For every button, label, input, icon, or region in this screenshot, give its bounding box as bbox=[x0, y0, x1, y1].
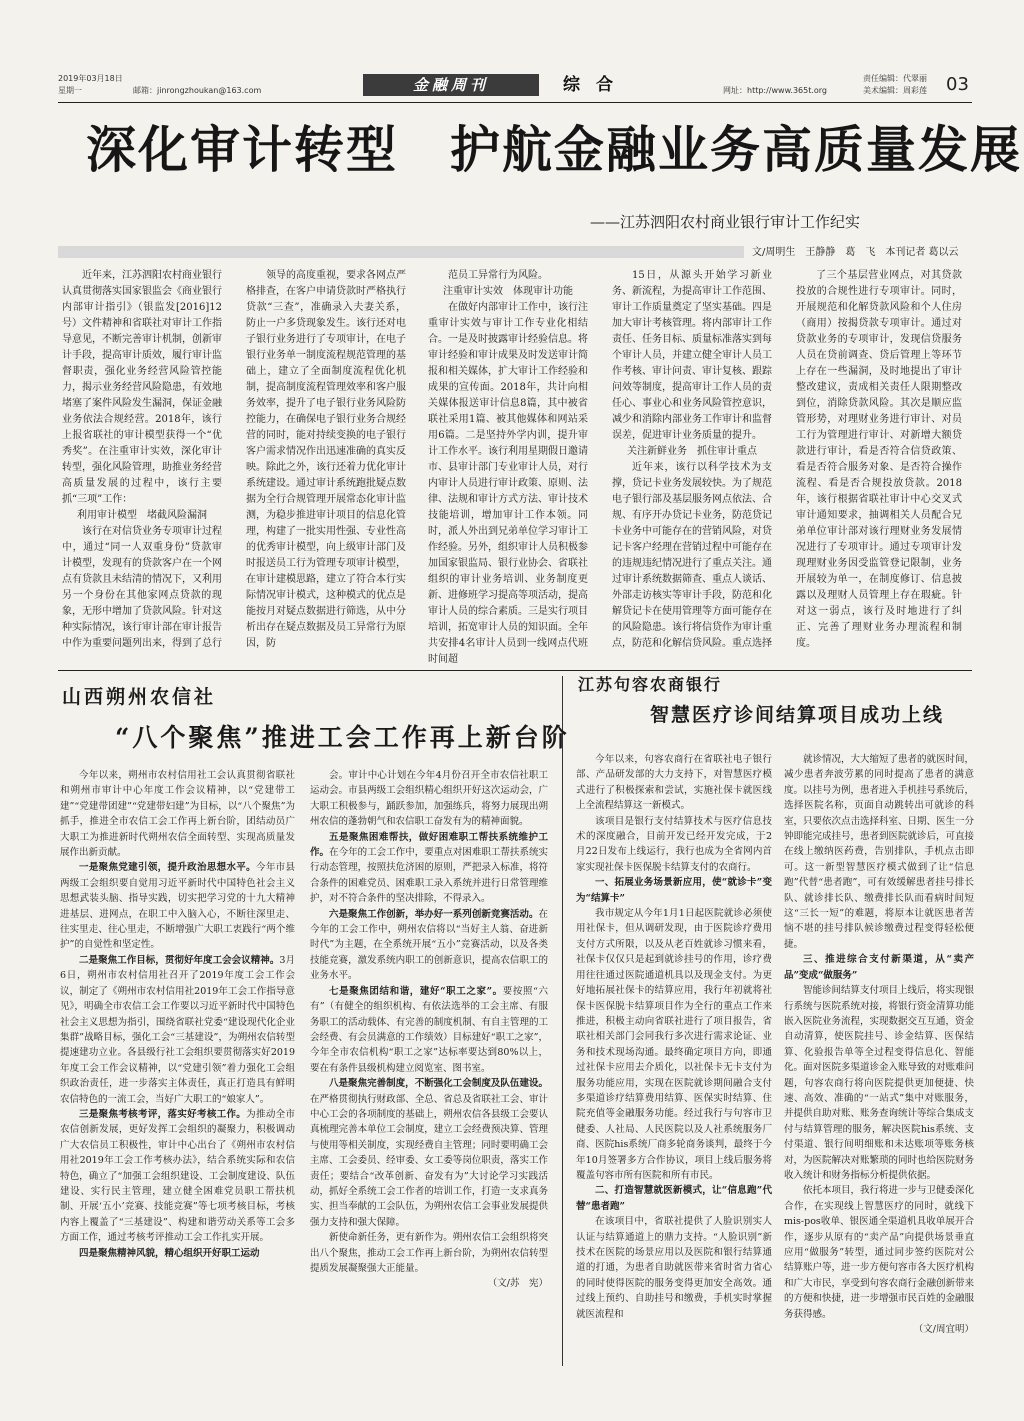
lead-in: 四是聚焦精神风貌，精心组织开好职工运动 bbox=[79, 1247, 260, 1259]
paragraph: 该项目是银行支付结算技术与医疗信息技术的深度融合，目前开发已经开发完成，于2月22日发布上线运行，我行也成为全省网内首家实现社保卡医保脱卡结算支付的农商行。 bbox=[576, 815, 772, 873]
paragraph: 该行在对信贷业务专项审计过程中，通过“同一人双重身份”贷款审计模型，发现有的贷款客户在一个网点有贷款且未结清的情况下，又利用另一个身份在其他家网点贷款的现象，无形中增加了贷款风险。针对这种实际情况，该行审计部在审计报告中作为重要问题列出来，得到了总行 bbox=[62, 526, 222, 649]
lead-in: 一是聚焦党建引领，提升政治思想水平。 bbox=[79, 862, 256, 874]
page-number: 03 bbox=[946, 74, 969, 95]
main-column bbox=[612, 268, 772, 664]
paragraph: 一是聚焦党建引领，提升政治思想水平。今年市县两级工会组织要自觉用习近平新时代中国特色社会主义思想武装头脑、指导实践，切实把学习党的十九大精神进基层、进网点，在职工中入脑入心，不断往深里走、往实里走、往心里走，不断增强广大职工衷践行“两个维护”的自觉性和坚定性。 bbox=[60, 862, 295, 951]
right-kicker: 江苏句容农商银行 bbox=[578, 675, 723, 694]
right-column bbox=[784, 752, 974, 1366]
left-headline: “八个聚焦”推进工会工作再上新台阶 bbox=[115, 723, 570, 752]
paragraph: 在做好内部审计工作中，该行注重审计实效与审计工作专业化相结合。一是及时披露审计经验信息。将审计经验和审计成果及时发送审计简报和相关媒体，扩大审计工作经验和成果的宣传面。2018年，共计向相关媒体报送审计信息8篇，其中被省联社采用1篇、被其他媒体和网站采用6篇。二是坚持外学内训，提升审计工作水平。该行利用星期假日邀请市、县审计部门专业审计人员，对行内审计人员进行审计政策、原则、法律、法规和审计方式方法、审计技术技能培训，增加审计工作本领。同时，派人外出到兄弟单位学习审计工作经验。另外，组织审计人员积极参加国家银监局、银行业协会、省联社组织的审计业务培训、业务制度更新、进修班学习提高等项活动，提高审计人员的综合素质。三是实行项目培训，拓宽审计人员的知识面。全年共安排4名审计人员到一线网点代班时间超 bbox=[428, 302, 588, 664]
lead-in: 六是聚焦工作创新，举办好一系列创新竞赛活动。 bbox=[329, 908, 539, 920]
lead-in: 五是聚焦困难帮扶，做好困难职工帮扶系统维护工作。 bbox=[310, 831, 548, 859]
paragraph: 就诊情况，大大缩短了患者的就医时间，减少患者奔波劳累的同时提高了患者的满意度。以挂号为例，患者进入手机挂号系统后，选择医院名称，页面自动跳转出可就诊的科室，只要依次点击选择科室、日期、医生一分钟即能完成挂号，患者到医院就诊后，可直接在线上缴纳医药费，告别排队，手机点击即可。这一新型智慧医疗模式做到了让“信息跑”代替“患者跑”，可有效缓解患者挂号排长队、就诊排长队、缴费排长队而看病时间短这“三长一短”的难题，将原本让就医患者苦恼不堪的挂号排队候诊缴费过程变得轻松便捷。 bbox=[784, 754, 974, 950]
column-divider bbox=[562, 676, 563, 1366]
masthead-logo: 金融周刊 bbox=[363, 74, 539, 96]
main-column bbox=[428, 268, 588, 664]
main-column bbox=[796, 268, 962, 664]
main-column bbox=[62, 268, 222, 664]
issue-date: 2019年03月18日 bbox=[58, 74, 123, 83]
paragraph: 了三个基层营业网点，对其贷款投放的合规性进行专项审计。同时，开展规范和化解贷款风险和个人住房（商用）按揭贷款专项审计。通过对贷款业务的专项审计，发现信贷服务人员在贷前调查、贷后管理上等环节上存在一些漏洞，及时地提出了审计整改建议，责成相关责任人限期整改到位，消除贷款风险。其次是顺应监管形势，对理财业务进行审计、对员工行为管理进行审计、对新增大额贷款进行审计，看是否符合信贷政策、看是否符合服务对象、是否符合操作流程、看是否合规投放贷款。2018年，该行根据省联社审计中心交叉式审计通知要求，抽调相关人员配合兄弟单位审计部对该行理财业务发展情况进行了专项审计。通过专项审计发现理财业务因受监管登记限制，业务开展较为单一，在制度修订、信息披露以及理财人员管理上存在瑕疵。针对这一弱点，该行及时地进行了纠正、完善了理财业务办理流程和制度。 bbox=[796, 270, 962, 649]
contact-email: 邮箱：jinrongzhoukan@163.com bbox=[133, 86, 262, 95]
lead-in: 二是聚焦工作目标，贯彻好年度工会会议精神。 bbox=[79, 954, 280, 966]
paragraph: （文/周宜明） bbox=[913, 1324, 974, 1336]
section-heading: 二、打造智慧就医新模式，让“信息跑”代替“患者跑” bbox=[576, 1185, 772, 1212]
paragraph: 范员工异常行为风险。 bbox=[448, 270, 548, 281]
paragraph: 我市规定从今年1月1日起医院就诊必须使用社保卡，但从调研发现，由于医院诊疗费用支付方式所限，以及从老百姓就诊习惯来看，社保卡仅仅只是起到就诊挂号的作用，诊疗费用往往通过医院通道机具以及现金支付。为更好地拓展社保卡的结算应用，我行年初就将社保卡医保脱卡结算项目作为全行的重点工作来推进，积极主动向省联社进行了项目报告，省联社相关部门会同我行多次进行需求论证、业务和技术现场沟通。最终确定项目方向，即通过社保卡应用去介质化，以社保卡无卡支付为服务功能应用，实现在医院就诊期间融合支付多渠道诊疗结算费用结算、医保实时结算、住院充值等金融服务功能。经过我行与句容市卫健委、人社局、人民医院以及人社系统服务厂商、医院his系统厂商多轮商务谈判，最终于今年10月签署多方合作协议，项目上线后服务将覆盖句容市所有医院和所有市民。 bbox=[576, 908, 772, 1181]
subheading: 利用审计模型 堵截风险漏洞 bbox=[77, 510, 207, 521]
paragraph: 今年以来，朔州市农村信用社工会认真贯彻省联社和朔州市审计中心年度工作会议精神，以“党建带工建”“党建带团建”“党建带妇建”为目标，以“八个聚焦”为抓手，推进全市农信工会工作再上新台阶，团结动员广大职工为推进新时代朔州农信全面转型、实现高质量发展作出新贡献。 bbox=[60, 770, 295, 859]
paragraph: 依托本项目，我行将进一步与卫健委深化合作，在实现线上智慧医疗的同时，就线下mis-pos收单、银医通全渠道机具收单展开合作，逐步从原有的“卖产品”向提供场景垂直应用“做服务”转型，通过同步签约医院对公结算账户等，进一步方便句容市各大医疗机构和广大市民，享受到句容农商行金融创新带来的方便和快捷，进一步增强市民百姓的金融服务获得感。 bbox=[784, 1185, 974, 1320]
paragraph: 领导的高度重视，要求各网点严格排查，在客户申请贷款时严格执行贷款“三查”，准确录入夫妻关系，防止一户多贷现象发生。该行还对电子银行业务进行了专项审计，在电子银行业务单一制度流程规范管理的基础上，建立了全面制度流程优化机制，提高制度流程管理效率和客户服务效率，提升了电子银行业务风险防控能力，在确保电子银行业务合规经营的同时，能对持续变换的电子银行客户需求情况作出迅速准确的真实反映。除此之外，该行还着力优化审计系统建设。通过审计系统跑批疑点数据为全行合规管理开展常态化审计监测，为稳步推进审计项目的信息化管理，构建了一批实用性强、专业性高的优秀审计模型，向上级审计部门及时报送员工行为管理专项审计模型，在审计建模思路，建立了符合本行实际情况审计模式，这种模式的优点是能按月对疑点数据进行筛选，从中分析出存在疑点数据及员工异常行为原因，防 bbox=[246, 270, 406, 649]
lead-in: 八是聚焦完善制度，不断强化工会制度及队伍建设。 bbox=[329, 1078, 548, 1090]
lead-in: 七是聚焦团结和谐，建好“职工之家”。 bbox=[329, 985, 503, 997]
right-column bbox=[576, 752, 772, 1366]
paragraph: （文/苏 宪） bbox=[487, 1278, 548, 1290]
website-url: 网址：http://www.365t.org bbox=[723, 86, 828, 95]
main-column bbox=[246, 268, 406, 664]
left-column bbox=[310, 768, 548, 1366]
section-heading: 三、推进综合支付新渠道，从“卖产品”变成“做服务” bbox=[784, 954, 974, 981]
editor-credit: 责任编辑：代翠丽 bbox=[863, 74, 927, 83]
section-name: 综合 bbox=[563, 75, 629, 95]
page-header bbox=[58, 74, 972, 100]
paragraph: 三是聚焦考核考评，落实好考核工作。为推动全市农信创新发展，更好发挥工会组织的凝聚力，积极调动广大农信员工积极性，审计中心出台了《朔州市农村信用社2019年工会工作考核办法》，结合系统实际和农信特色，确立了“加强工会组织建设、工会制度建设、队伍建设、实行民主管理，建立健全困难党员职工帮扶机制、开展‘五小’竞赛、技能竞赛”等七项考核目标，考核内容上覆盖了“三基建设”、构建和谐劳动关系等工会多方面工作，通过考核考评推动工会工作扎实开展。 bbox=[60, 1108, 295, 1244]
paragraph: 智能诊间结算支付项目上线后，将实现银行系统与医院系统对接，将银行资金清算功能嵌入医院业务流程，实现数据交互互通，资金自动清算，使医院挂号、诊金结算、医保结算、化验报告单等全过程变得信息化、智能化。面对医院多渠道诊金入账导致的对账难问题，句容农商行将向医院提供更加便捷、快速、高效、准确的“一站式”集中对账服务，并提供自助对账、账务查询统计等综合集成支付与结算管理的服务，解决医院his系统、支付渠道、银行间明细账和未达账项等账务核对，为医院解决对账繁琐的同时也给医院财务收入统计和财务指标分析提供依据。 bbox=[784, 985, 974, 1181]
paragraph: 会。审计中心计划在今年4月份召开全市农信社职工运动会。市县两级工会组织精心组织开好这次运动会，广大职工积极参与，踊跃参加，加强练兵，将努力展现出朔州农信的蓬勃朝气和农信职工奋发有为的精神面貌。 bbox=[310, 770, 548, 828]
byline-bar bbox=[58, 246, 744, 258]
section-heading: 一、拓展业务场景新应用，使“就诊卡”变为“结算卡” bbox=[576, 877, 772, 904]
section-divider bbox=[58, 670, 972, 671]
paragraph: 八是聚焦完善制度，不断强化工会制度及队伍建设。在严格贯彻执行财政部、全总、省总及省联社工会、审计中心工会的各项制度的基础上，朔州农信各县级工会要认真梳理完善本单位工会制度，建立工会经费预决算、管理与使用等相关制度，实现经费自主管理；同时要明确工会主席、工会委员、经审委、女工委等岗位职责，落实工作责任；要结合“改革创新、奋发有为”大讨论学习实践活动，抓好全系统工会工作者的培训工作，打造一支求真务实、担当奉献的工会队伍，为朔州农信工会事业发展提供强力支持和强大保障。 bbox=[310, 1078, 548, 1228]
subheading: 注重审计实效 体现审计功能 bbox=[443, 286, 573, 297]
paragraph: 今年以来，句容农商行在省联社电子银行部、产品研发部的大力支持下，对智慧医疗模式进行了积极探索和尝试，实施社保卡就医线上全流程结算这一新模式。 bbox=[576, 754, 772, 812]
art-editor-credit: 美术编辑：周彩莲 bbox=[863, 86, 927, 95]
main-headline: 深化审计转型 护航金融业务高质量发展 bbox=[86, 120, 1022, 179]
paragraph: 六是聚焦工作创新，举办好一系列创新竞赛活动。在今年的工会工作中，朔州农信将以“当好主人翁、奋进新时代”为主题，在全系统开展“五小”竞赛活动，以及各类技能竞赛，激发系统内职工的创新意识，提高农信职工的业务水平。 bbox=[310, 908, 548, 982]
paragraph: 五是聚焦困难帮扶，做好困难职工帮扶系统维护工作。在今年的工会工作中，要重点对困难职工帮扶系统实行动态管理，按照扶危济困的原则，严把录入标准，将符合条件的困难党员、困难职工录入系统并进行日常管理维护，对不符合条件的坚决排除，不得录入。 bbox=[310, 831, 548, 905]
left-kicker: 山西朔州农信社 bbox=[62, 686, 217, 708]
right-headline: 智慧医疗诊间结算项目成功上线 bbox=[650, 704, 945, 726]
paragraph: 新使命新任务，更有新作为。朔州农信工会组织将突出八个聚焦，推动工会工作再上新台阶，为朔州农信转型提质发展凝聚强大正能量。 bbox=[310, 1232, 548, 1274]
paragraph: 二是聚焦工作目标，贯彻好年度工会会议精神。3月6日，朔州市农村信用社召开了2019年度工会工作会议，制定了《朔州市农村信用社2019年工会工作指导意见》，明确全市农信工会工作要以习近平新时代中国特色社会主义思想为指引，围绕省联社党委“建设现代化企业集群”战略目标，强化工会“三基建设”，为朔州农信转型提速建功立业。各县级行社工会组织要贯彻落实好2019年度工会工作会议精神，以“党建引领”着力强化工会组织政治责任，进一步落实主体责任，真正打造具有鲜明农信特色的一流工会，当好广大职工的“娘家人”。 bbox=[60, 954, 295, 1105]
header-rule bbox=[58, 102, 972, 103]
paragraph bbox=[60, 1246, 295, 1261]
main-byline: 文/周明生 王静静 葛 飞 本刊记者 葛以云 bbox=[752, 247, 959, 258]
subheading: 关注新鲜业务 抓住审计重点 bbox=[627, 446, 757, 457]
paragraph: 近年来，该行以科学技术为支撑，贷记卡业务发展较快。为了规范电子银行部及基层服务网点依法、合规、有序开办贷记卡业务，防范贷记卡业务中可能存在的营销风险，对贷记卡客户经理在营销过程中可能存在的违规违纪情况进行了重点关注。通过审计系统数据筛查、重点人谈话、外部走访核实等审计手段，防范和化解贷记卡在使用管理等方面可能存在的风险隐患。该行将信贷作为审计重点，防范和化解信贷风险。重点选择 bbox=[612, 462, 772, 649]
main-subtitle: ——江苏泗阳农村商业银行审计工作纪实 bbox=[590, 213, 861, 231]
paragraph: 七是聚焦团结和谐，建好“职工之家”。要按照“六有”（有健全的组织机构、有依法选举的工会主席、有服务职工的活动载体、有完善的制度机制、有自主管理的工会经费、有会员满意的工作绩效）目标建好“职工之家”，今年全市农信机构“职工之家”达标率要达到80%以上，要在有条件县级机构建立阅览室、图书室。 bbox=[310, 985, 548, 1074]
paragraph: 15日，从源头开始学习新业务、新流程，为提高审计工作范围、审计工作质量奠定了坚实基础。四是加大审计考核管理。将内部审计工作责任、任务目标、质量标准落实到每个审计人员，并建立健全审计人员工作考核、审计问责、审计复核、跟踪问效等制度，提高审计工作人员的责任心、事业心和业务风险管控意识，减少和消除内部业务工作审计和监督误差，促进审计业务质量的提升。 bbox=[612, 270, 772, 441]
paragraph: 在该项目中，省联社提供了人脸识别实人认证与结算通道上的鼎力支持。“人脸识别”新技术在医院的场景应用以及医院和银行结算通道的打通，为患者自助就医带来省时省力省心的同时使得医院的服务变得更加安全高效。通过线上预约、自助挂号和缴费，手机实时掌握就医流程和 bbox=[576, 1216, 772, 1320]
issue-weekday: 星期一 bbox=[58, 86, 82, 95]
paragraph: 近年来，江苏泗阳农村商业银行认真贯彻落实国家银监会《商业银行内部审计指引》（银监发[2016]12号）文件精神和省联社对审计工作指导意见，不断完善审计机制，创新审计手段，提高审计质效，履行审计监督职责，强化业务经营风险管控能力，揭示业务经营风险隐患，有效地堵塞了案件风险发生漏洞，保证金融业务依法合规经营。2018年，该行上报省联社的审计模型获得一个“优秀奖”。在注重审计实效，深化审计转型，强化风险管理，助推业务经营高质量发展的过程中，该行主要抓“三项”工作： bbox=[62, 270, 222, 505]
left-column bbox=[60, 768, 295, 1366]
lead-in: 三是聚焦考核考评，落实好考核工作。 bbox=[79, 1108, 247, 1120]
